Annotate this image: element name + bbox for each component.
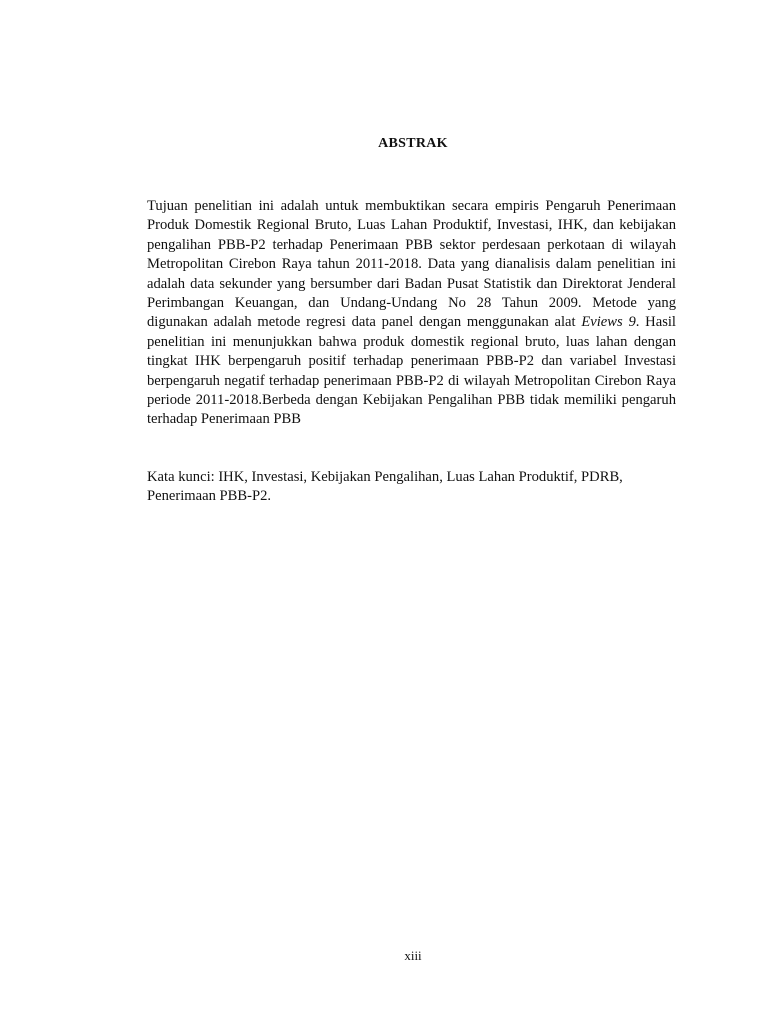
software-name: Eviews 9: [581, 314, 636, 331]
abstract-text-part-1: Tujuan penelitian ini adalah untuk membuktikan secara empiris Pengaruh Penerimaan Produk Domestik Regional Bruto, Luas Lahan Produktif, Investasi, IHK, dan kebijakan pengalihan PBB-P2 terhadap Penerimaan PBB sektor perdesaan perkotaan di wilayah Metropolitan Cirebon Raya tahun 2011-2018. Data yang dianalisis dalam penelitian ini adalah data sekunder yang bersumber dari Badan Pusat Statistik dan Direktorat Jenderal Perimbangan Keuangan, dan Undang-Undang No 28 Tahun 2009. Metode yang digunakan adalah metode regresi data panel dengan menggunakan alat: [147, 198, 676, 331]
abstract-paragraph: [147, 197, 676, 430]
keywords-paragraph: Kata kunci: IHK, Investasi, Kebijakan Pengalihan, Luas Lahan Produktif, PDRB, Penerimaan PBB-P2.: [147, 468, 623, 505]
abstract-title: ABSTRAK: [378, 136, 448, 151]
page-number: xiii: [404, 948, 422, 963]
abstract-text-part-2: . Hasil penelitian ini menunjukkan bahwa produk domestik regional bruto, luas lahan dengan tingkat IHK berpengaruh positif terhadap penerimaan PBB-P2 dan variabel Investasi berpengaruh negatif terhadap penerimaan PBB-P2 di wilayah Metropolitan Cirebon Raya periode 2011-2018.Berbeda dengan Kebijakan Pengalihan PBB tidak memiliki pengaruh terhadap Penerimaan PBB: [147, 314, 676, 428]
abstract-content: [147, 197, 676, 507]
